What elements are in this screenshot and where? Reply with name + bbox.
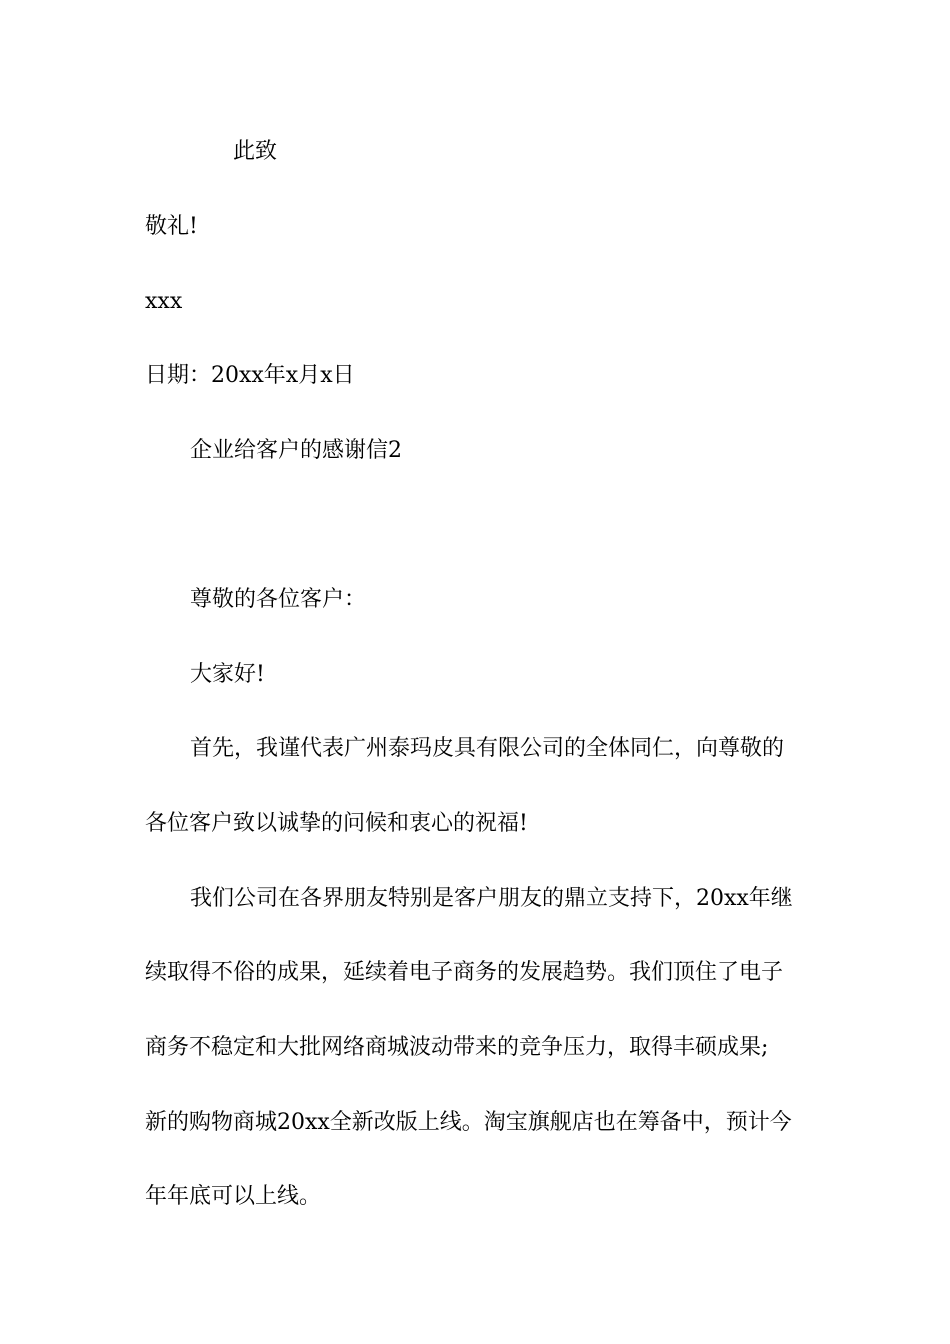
body-line: 首先，我谨代表广州泰玛皮具有限公司的全体同仁，向尊敬的 bbox=[190, 736, 785, 761]
body-line: 各位客户致以诚挚的问候和衷心的祝福! bbox=[145, 811, 528, 836]
signer-name: xxx bbox=[145, 289, 183, 314]
closing-salutation: 此致 bbox=[233, 139, 278, 164]
body-line: 商务不稳定和大批网络商城波动带来的竞争压力，取得丰硕成果; bbox=[145, 1035, 769, 1060]
body-line: 新的购物商城20xx全新改版上线。淘宝旗舰店也在筹备中，预计今 bbox=[145, 1110, 792, 1135]
letter-greeting: 尊敬的各位客户： bbox=[190, 587, 367, 612]
body-line: 我们公司在各界朋友特别是客户朋友的鼎立支持下，20xx年继 bbox=[190, 886, 793, 911]
closing-regards: 敬礼! bbox=[145, 214, 198, 239]
letter-title: 企业给客户的感谢信2 bbox=[190, 438, 402, 463]
body-line: 年年底可以上线。 bbox=[145, 1184, 322, 1209]
letter-hello: 大家好! bbox=[190, 662, 265, 687]
body-line: 续取得不俗的成果，延续着电子商务的发展趋势。我们顶住了电子 bbox=[145, 960, 784, 985]
letter-date: 日期：20xx年x月x日 bbox=[145, 363, 355, 388]
